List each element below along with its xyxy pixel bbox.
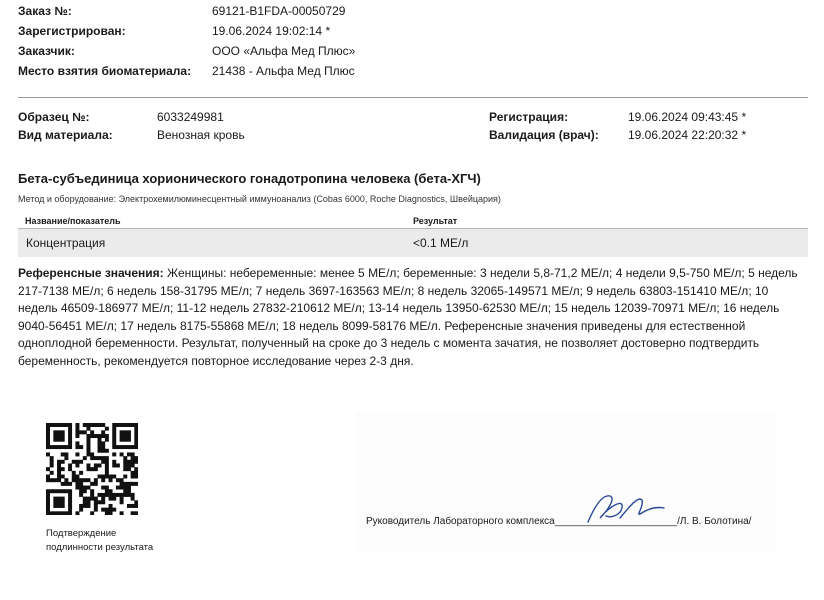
row-name: Концентрация: [26, 236, 106, 250]
reference-values: [18, 265, 808, 370]
sample-number-label: Образец №:: [18, 110, 90, 124]
registration-value: 19.06.2024 09:43:45 *: [628, 110, 747, 124]
qr-code[interactable]: [46, 423, 138, 515]
row-result: <0.1 МЕ/л: [413, 236, 469, 250]
qr-caption-line2: подлинности результата: [46, 542, 154, 553]
order-number: 69121-B1FDA-00050729: [212, 4, 346, 18]
sample-place-value: 21438 - Альфа Мед Плюс: [212, 64, 355, 78]
sample-number: 6033249981: [157, 110, 224, 124]
signature-line: [366, 516, 751, 527]
qr-caption: [46, 527, 153, 555]
sample-place-label: Место взятия биоматериала:: [18, 64, 192, 78]
registered-label: Зарегистрирован:: [18, 24, 126, 38]
registration-label: Регистрация:: [489, 110, 569, 124]
material-value: Венозная кровь: [157, 128, 245, 142]
validation-value: 19.06.2024 22:20:32 *: [628, 128, 747, 142]
table-row: [18, 229, 808, 257]
order-number-label: Заказ №:: [18, 4, 72, 18]
column-header-result: Результат: [413, 216, 458, 226]
qr-code-image: [46, 423, 138, 515]
validation-label: Валидация (врач):: [489, 128, 599, 142]
customer-value: ООО «Альфа Мед Плюс»: [212, 44, 356, 58]
signature-underline: ______________________: [554, 516, 678, 527]
qr-caption-line1: Подтверждение: [46, 528, 117, 539]
reference-text: Женщины: небеременные: менее 5 МЕ/л; беременные: 3 недели 5,8-71,2 МЕ/л; 4 недели 9,5-750 МЕ/л; 5 недель 217-7138 МЕ/л; 6 недель 158-31795 МЕ/л; 7 недель 3697-163563 МЕ/л; 8 недель 32065-149571 МЕ/л; 9 недель 63803-151410 МЕ/л; 10 недель 46509-186977 МЕ/л; 11-12 недель 27832-210612 МЕ/л; 13-14 недель 13950-62530 МЕ/л; 15 недель 12039-70971 МЕ/л; 16 недель 9040-56451 МЕ/л; 17 недель 8175-55868 МЕ/л; 18 недель 8099-58176 МЕ/л. Референсные значения приведены для естественной одноплодной беременности. Результат, полученный на сроке до 3 недель с момента зачатия, не позволяет достоверно подтвердить беременность, рекомендуется повторное исследование через 2-3 дня.: [18, 266, 798, 368]
signature-role: Руководитель Лабораторного комплекса: [366, 516, 555, 527]
material-label: Вид материала:: [18, 128, 113, 142]
test-title: Бета-субъединица хорионического гонадотропина человека (бета-ХГЧ): [18, 171, 481, 186]
test-method: Метод и оборудование: Электрохемилюминесцентный иммуноанализ (Cobas 6000, Roche Diagnostics, Швейцария): [18, 194, 501, 204]
registered-value: 19.06.2024 19:02:14 *: [212, 24, 331, 38]
divider: [18, 97, 808, 98]
column-header-name: Название/показатель: [25, 216, 121, 226]
signer-name: /Л. В. Болотина/: [677, 516, 752, 527]
signature-area: [356, 412, 776, 552]
reference-label: Референсные значения:: [18, 266, 164, 280]
handwritten-signature: [580, 488, 690, 528]
customer-label: Заказчик:: [18, 44, 75, 58]
